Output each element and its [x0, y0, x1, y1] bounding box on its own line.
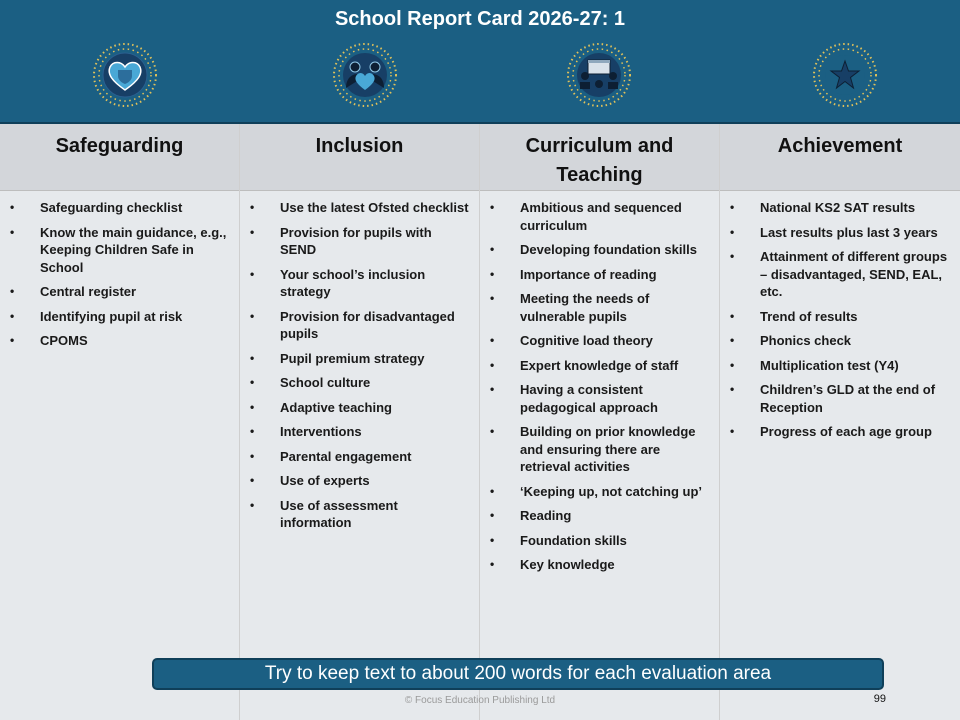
list-item: • Expert knowledge of staff: [488, 357, 711, 375]
list-item: • Use of assessment information: [248, 497, 471, 532]
list-item: • ‘Keeping up, not catching up’: [488, 483, 711, 501]
list-item: • National KS2 SAT results: [728, 199, 952, 217]
list-item: • Use of experts: [248, 472, 471, 490]
list-item: • Building on prior knowledge and ensuring there are retrieval activities: [488, 423, 711, 476]
list-item: • Provision for pupils with SEND: [248, 224, 471, 259]
list-item: • Interventions: [248, 423, 471, 441]
column-header: [720, 124, 960, 191]
list-item: • Parental engagement: [248, 448, 471, 466]
heart-shield-icon: [90, 40, 160, 110]
list-item: • Foundation skills: [488, 532, 711, 550]
list-item: • Trend of results: [728, 308, 952, 326]
page-number: 99: [873, 693, 886, 705]
list-item: • Having a consistent pedagogical approach: [488, 381, 711, 416]
list-item: • Developing foundation skills: [488, 241, 711, 259]
list-item: • Cognitive load theory: [488, 332, 711, 350]
list-item: • Central register: [8, 283, 231, 301]
list-item: • Know the main guidance, e.g., Keeping Children Safe in School: [8, 224, 231, 277]
column-header: [240, 124, 479, 191]
column-body: [0, 191, 239, 720]
bullet-list: [8, 199, 231, 350]
list-item: • Safeguarding checklist: [8, 199, 231, 217]
column-title: Curriculum and Teaching: [525, 135, 674, 186]
list-item: • CPOMS: [8, 332, 231, 350]
page-title: School Report Card 2026-27: 1: [334, 8, 626, 30]
column-title: Safeguarding: [55, 135, 184, 157]
people-heart-icon: [330, 40, 400, 110]
banner-text: Try to keep text to about 200 words for each evaluation area: [264, 663, 772, 684]
word-limit-banner: [152, 658, 884, 690]
bullet-list: [248, 199, 471, 532]
copyright-footer: © Focus Education Publishing Ltd: [404, 695, 556, 706]
list-item: • Multiplication test (Y4): [728, 357, 952, 375]
list-item: • School culture: [248, 374, 471, 392]
column-achievement: [720, 124, 960, 720]
column-header: [0, 124, 239, 191]
column-header: [480, 124, 719, 191]
column-body: [720, 191, 960, 720]
bullet-list: [728, 199, 952, 441]
evaluation-table: [0, 124, 960, 720]
list-item: • Phonics check: [728, 332, 952, 350]
list-item: • Provision for disadvantaged pupils: [248, 308, 471, 343]
list-item: • Importance of reading: [488, 266, 711, 284]
list-item: • Last results plus last 3 years: [728, 224, 952, 242]
list-item: • Meeting the needs of vulnerable pupils: [488, 290, 711, 325]
star-icon: [810, 40, 880, 110]
header-bar: [0, 0, 960, 124]
column-title: Achievement: [777, 135, 903, 157]
list-item: • Adaptive teaching: [248, 399, 471, 417]
column-inclusion: [240, 124, 480, 720]
list-item: • Progress of each age group: [728, 423, 952, 441]
list-item: • Reading: [488, 507, 711, 525]
classroom-board-icon: [564, 40, 634, 110]
column-safeguarding: [0, 124, 240, 720]
list-item: • Your school’s inclusion strategy: [248, 266, 471, 301]
list-item: • Ambitious and sequenced curriculum: [488, 199, 711, 234]
column-body: [240, 191, 479, 720]
column-body: [480, 191, 719, 720]
list-item: • Key knowledge: [488, 556, 711, 574]
column-curriculum-and-teaching: [480, 124, 720, 720]
bullet-list: [488, 199, 711, 574]
list-item: • Children’s GLD at the end of Reception: [728, 381, 952, 416]
column-title: Inclusion: [315, 135, 404, 157]
list-item: • Use the latest Ofsted checklist: [248, 199, 471, 217]
list-item: • Attainment of different groups – disadvantaged, SEND, EAL, etc.: [728, 248, 952, 301]
list-item: • Pupil premium strategy: [248, 350, 471, 368]
list-item: • Identifying pupil at risk: [8, 308, 231, 326]
